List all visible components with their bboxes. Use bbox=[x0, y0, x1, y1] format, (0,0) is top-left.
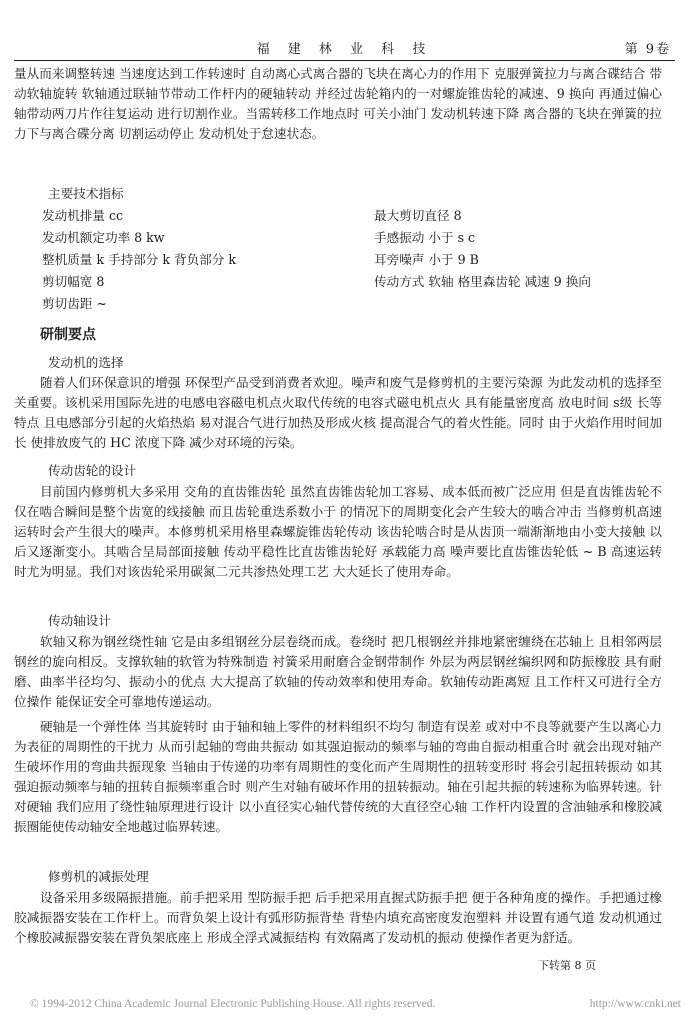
header-rule bbox=[14, 60, 675, 61]
spec-title: 主要技术指标 bbox=[48, 186, 124, 201]
continued-note: 下转第 8 页 bbox=[538, 959, 596, 972]
journal-name: 福 建 林 业 科 技 bbox=[256, 42, 433, 57]
subsection-damping: 修剪机的减振处理 bbox=[48, 869, 149, 884]
paragraph-engine: 随着人们环保意识的增强 环保型产品受到消费者欢迎。噪声和废气是修剪机的主要污染源 为此发动机的选择至关重要。该机采用国际先进的电感电容磁电机点火取代传统的电容式磁电机点火 具有能量密度高 放电时间 s级 长等特点 且电感部分引起的火焰热焰 易对混合气进行加热及形成火核 提高混合气的着火性能。同时 由于火焰作用时间加长 使排放废气的 HC 浓度下降 减少对环境的污染。 bbox=[14, 375, 662, 450]
paragraph-gear: 目前国内修剪机大多采用 交角的直齿锥齿轮 虽然直齿锥齿轮加工容易、成本低而被广泛应用 但是直齿锥齿轮不仅在啮合瞬间是整个齿宽的线接触 而且齿轮重迭系数小于 的情况下的周期变化会产生较大的啮合冲击 当修剪机高速运转时会产生很大的噪声。本修剪机采用格里森螺旋锥齿轮传动 该齿轮啮合时是从齿顶一端渐渐地由小变大接触 以后又逐渐变小。其啮合呈局部面接触 传动平稳性比直齿锥齿轮好 承载能力高 噪声要比直齿锥齿轮低 ~ B 高速运转时尤为明显。我们对该齿轮采用碳氮二元共渗热处理工艺 大大延长了使用寿命。 bbox=[14, 484, 662, 579]
spec-cut-width: 剪切幅宽 8 bbox=[42, 274, 105, 289]
footer-url[interactable]: http://www.cnki.net bbox=[589, 998, 681, 1010]
section-title: 研制要点 bbox=[40, 327, 96, 343]
paragraph-hard-shaft: 硬轴是一个弹性体 当其旋转时 由于轴和轴上零件的材料组织不均匀 制造有误差 或对中不良等就要产生以离心力为表征的周期性的干扰力 从而引起轴的弯曲共振动 如其强迫振动的频率与轴的弯曲自振动相重合时 就会出现对轴产生破坏作用的弯曲共振现象 当轴由于传递的功率有周期性的变化而产生周期性的扭转变形时 将会引起扭转振动 如其强迫振动频率与轴的扭转自振频率重合时 则产生对轴有破坏作用的扭转振动。轴在引起共振的转速称为临界转速。针对硬轴 我们应用了绕性轴原理进行设计 以小直径实心轴代替传统的大直径空心轴 工作杆内设置的含油轴承和橡胶减振圈能使传动轴安全地越过临界转速。 bbox=[14, 719, 662, 834]
spec-ear-noise: 耳旁噪声 小于 9 B bbox=[374, 252, 479, 267]
subsection-engine: 发动机的选择 bbox=[48, 355, 124, 370]
spec-displacement: 发动机排量 cc bbox=[42, 208, 124, 223]
spec-max-diameter: 最大剪切直径 8 bbox=[374, 208, 462, 223]
copyright-footer bbox=[30, 998, 685, 1010]
paragraph-damping: 设备采用多级隔振措施。前手把采用 型防振手把 后手把采用直握式防振手把 便于各种角度的操作。手把通过橡胶减振器安装在工作杆上。而背负架上设计有弧形防振背垫 背垫内填充高密度发泡塑料 并设置有通气道 发动机通过 个橡胶减振器安装在背负架底座上 形成全浮式减振结构 有效隔离了发动机的振动 使操作者更为舒适。 bbox=[14, 890, 662, 945]
spec-hand-vibration: 手感振动 小于 s c bbox=[374, 230, 476, 245]
spec-tooth-pitch: 剪切齿距 ~ bbox=[42, 296, 107, 311]
paragraph-intro: 量从而来调整转速 当速度达到工作转速时 自动离心式离合器的飞块在离心力的作用下 克服弹簧拉力与离合碟结合 带动软轴旋转 软轴通过联轴节带动工作杆内的硬轴转动 并经过齿轮箱内的一对螺旋锥齿轮的减速、9 换向 再通过偏心轴带动两刀片作往复运动 进行切割作业。当需转移工作地点时 可关小油门 发动机转速下降 离合器的飞块在弹簧的拉力下与离合碟分离 切割运动停止 发动机处于怠速状态。 bbox=[14, 66, 662, 141]
subsection-gear: 传动齿轮的设计 bbox=[48, 463, 137, 478]
running-header bbox=[14, 36, 675, 58]
paragraph-soft-shaft: 软轴又称为钢丝绕性轴 它是由多组钢丝分层卷绕而成。卷绕时 把几根钢丝并排地紧密缠绕在芯轴上 且相邻两层钢丝的旋向相反。支撑软轴的软管为特殊制造 衬簧采用耐磨合金钢带制作 外层为两层钢丝编织网和防振橡胶 具有耐磨、曲率半径均匀、振动小的优点 大大提高了软轴的传动效率和使用寿命。软轴传动距离短 且工作杆又可进行全方位操作 能保证安全可靠地传递运动。 bbox=[14, 634, 662, 709]
copyright-text: © 1994-2012 China Academic Journal Electronic Publishing House. All rights reserved. bbox=[30, 998, 436, 1010]
volume-number: 第 9卷 bbox=[624, 42, 671, 57]
spec-rated-power: 发动机额定功率 8 kw bbox=[42, 230, 165, 245]
spec-mass: 整机质量 k 手持部分 k 背负部分 k bbox=[42, 252, 237, 267]
spec-transmission: 传动方式 软轴 格里森齿轮 减速 9 换向 bbox=[374, 274, 591, 289]
subsection-shaft: 传动轴设计 bbox=[48, 613, 111, 628]
